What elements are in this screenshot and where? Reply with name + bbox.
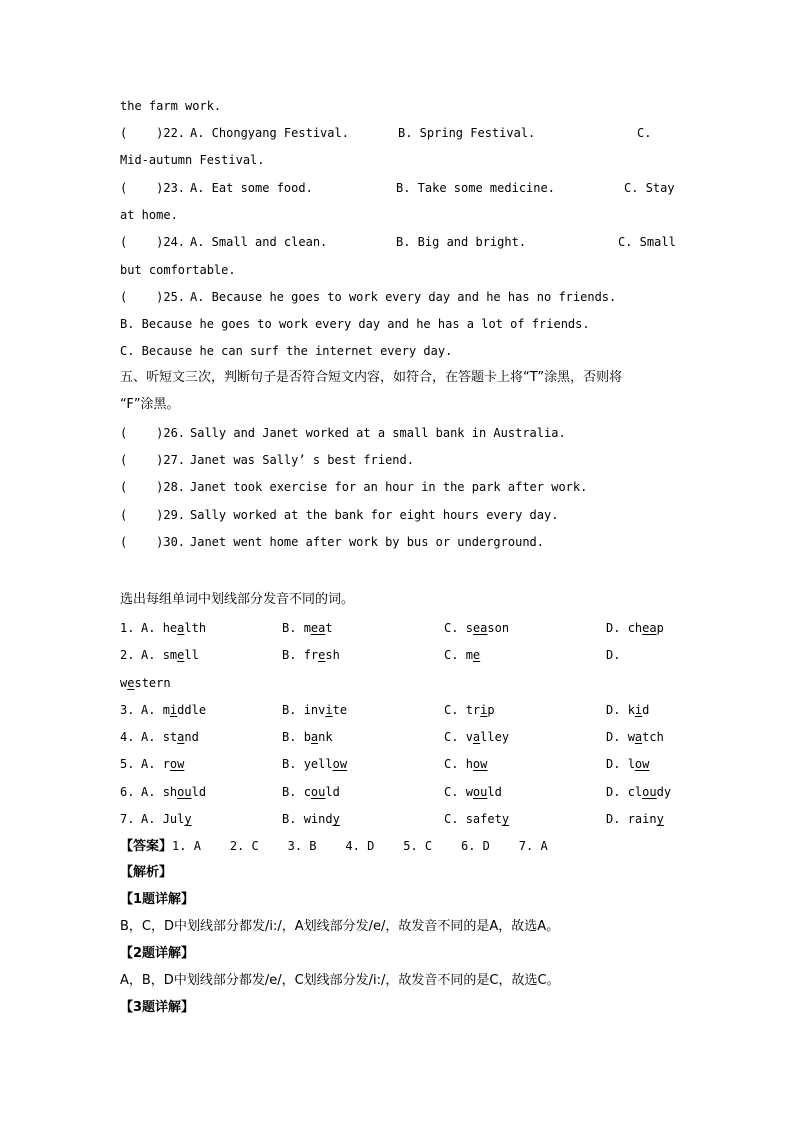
option-d — [606, 647, 620, 663]
underlined-letters: e — [472, 648, 481, 662]
option-b — [282, 784, 340, 800]
row-number: 2. — [120, 648, 135, 662]
statement: Sally worked at the bank for eight hours every day. — [190, 508, 559, 522]
word-prefix: yell — [303, 757, 333, 771]
option-letter: D. — [606, 812, 628, 826]
option-c — [444, 729, 509, 745]
word-prefix: m — [162, 703, 170, 717]
option-a — [141, 729, 199, 745]
underlined-letters: ea — [310, 621, 326, 635]
underlined-letters: i — [325, 703, 333, 717]
underlined-letters: y — [501, 812, 510, 826]
row-number: 3. — [120, 703, 135, 717]
option-c — [444, 811, 509, 827]
word-suffix: lth — [184, 621, 207, 635]
word-prefix: w — [465, 785, 473, 799]
option-letter: B. — [282, 703, 304, 717]
underlined-letters: ow — [332, 757, 348, 771]
word-prefix: b — [303, 730, 311, 744]
option-c-continued: Mid-autumn Festival. — [120, 153, 265, 167]
word-suffix: te — [332, 703, 348, 717]
answer-line — [120, 838, 548, 855]
option-letter: D. — [606, 703, 628, 717]
option-letter: C. — [444, 785, 466, 799]
option-c-continued: at home. — [120, 208, 178, 222]
option-b: B. Big and bright. — [396, 235, 527, 249]
underlined-letters: e — [318, 648, 326, 662]
word-prefix: rain — [627, 812, 657, 826]
word-suffix: ld — [487, 785, 502, 799]
word-prefix: v — [465, 730, 473, 744]
option-d — [606, 702, 649, 718]
option-c: C. Stay — [624, 181, 675, 195]
word-suffix: ddle — [177, 703, 207, 717]
option-letter: B. — [282, 648, 304, 662]
option-b — [282, 756, 347, 772]
option-c — [444, 702, 495, 718]
question-number: ( )29. — [120, 508, 186, 522]
analysis-label: 【解析】 — [120, 865, 173, 880]
row-number: 1. — [120, 621, 135, 635]
detail-label-3: 【3题详解】 — [120, 1000, 195, 1015]
word-suffix: p — [656, 621, 664, 635]
option-letter: B. — [282, 785, 304, 799]
option-letter: A. — [141, 785, 163, 799]
underlined-letters: i — [634, 703, 643, 717]
question-number: ( )22. — [120, 126, 186, 140]
option-b — [282, 620, 333, 636]
section-instruction-continued: “F”涂黑。 — [120, 397, 180, 412]
option-letter: A. — [141, 812, 163, 826]
option-a: A. Because he goes to work every day and he has no friends. — [190, 290, 617, 304]
word-suffix: son — [487, 621, 510, 635]
statement: Janet went home after work by bus or underground. — [190, 535, 545, 549]
underlined-letters: i — [169, 703, 178, 717]
word-suffix: nd — [184, 730, 199, 744]
word-prefix: ch — [627, 621, 643, 635]
question-number: ( )26. — [120, 426, 186, 440]
word-prefix: m — [303, 621, 311, 635]
option-d — [606, 620, 664, 636]
option-letter: D. — [606, 648, 621, 662]
underlined-letters: a — [310, 730, 319, 744]
option-letter: D. — [606, 757, 628, 771]
option-b — [282, 811, 340, 827]
word-suffix: tch — [642, 730, 664, 744]
option-c — [444, 756, 487, 772]
option-b: B. Because he goes to work every day and he has a lot of friends. — [120, 317, 590, 331]
question-number: ( )24. — [120, 235, 186, 249]
word-prefix: m — [465, 648, 473, 662]
underlined-letters: ou — [177, 785, 192, 799]
word-prefix: r — [162, 757, 170, 771]
option-a — [141, 647, 199, 663]
option-a — [141, 702, 206, 718]
option-letter: B. — [282, 757, 304, 771]
word-suffix: ld — [191, 785, 207, 799]
underlined-letters: y — [184, 812, 192, 826]
option-letter: C. — [444, 757, 466, 771]
underlined-letters: ou — [472, 785, 488, 799]
section-instruction: 五、听短文三次，判断句子是否符合短文内容，如符合，在答题卡上将“T”涂黑，否则将 — [120, 370, 623, 385]
question-number: ( )27. — [120, 453, 186, 467]
detail-label-1: 【1题详解】 — [120, 892, 195, 907]
option-letter: B. — [282, 812, 304, 826]
word-suffix: p — [487, 703, 495, 717]
word-suffix: sh — [325, 648, 340, 662]
word-prefix: safet — [465, 812, 502, 826]
detail-text-2: A，B，D中划线部分都发/e/，C划线部分发/i:/，故发音不同的是C，故选C。 — [120, 973, 560, 988]
option-b — [282, 729, 333, 745]
word-suffix: t — [325, 621, 333, 635]
underlined-letters: a — [472, 730, 481, 744]
word-prefix: sh — [162, 785, 178, 799]
row-number: 5. — [120, 757, 135, 771]
underlined-letters: a — [177, 621, 185, 635]
word-prefix: tr — [465, 703, 481, 717]
question-number: ( )28. — [120, 480, 186, 494]
statement: Janet took exercise for an hour in the park after work. — [190, 480, 588, 494]
word-prefix: w — [627, 730, 635, 744]
underlined-letters: a — [634, 730, 643, 744]
statement: Sally and Janet worked at a small bank in Australia. — [190, 426, 566, 440]
option-d — [606, 729, 664, 745]
option-letter: C. — [444, 648, 466, 662]
option-c — [444, 647, 480, 663]
option-letter: A. — [141, 648, 163, 662]
underlined-letters: ow — [634, 757, 650, 771]
option-letter: D. — [606, 730, 628, 744]
question-number: ( )25. — [120, 290, 186, 304]
word-suffix: ld — [325, 785, 340, 799]
option-letter: A. — [141, 730, 163, 744]
word-prefix: st — [162, 730, 178, 744]
word-prefix: Jul — [162, 812, 185, 826]
option-letter: B. — [282, 730, 304, 744]
word-suffix: stern — [134, 676, 171, 690]
statement: Janet was Sally’ s best friend. — [190, 453, 414, 467]
underlined-letters: y — [656, 812, 664, 826]
option-a — [141, 784, 206, 800]
underlined-letters: ou — [642, 785, 657, 799]
option-c — [444, 620, 509, 636]
word-prefix: cl — [627, 785, 643, 799]
underlined-letters: ow — [169, 757, 185, 771]
text-line: the farm work. — [120, 99, 222, 113]
underlined-letters: ow — [472, 757, 488, 771]
option-d — [606, 811, 664, 827]
answer-text: 1. A 2. C 3. B 4. D 5. C 6. D 7. A — [172, 839, 548, 853]
option-letter: C. — [444, 703, 466, 717]
option-letter: B. — [282, 621, 304, 635]
row-number: 4. — [120, 730, 135, 744]
word-prefix: k — [627, 703, 635, 717]
option-a: A. Eat some food. — [190, 181, 313, 195]
option-letter: C. — [444, 621, 466, 635]
option-c: C. Because he can surf the internet every day. — [120, 344, 453, 358]
option-letter: C. — [444, 812, 466, 826]
row-number: 6. — [120, 785, 135, 799]
question-number: ( )23. — [120, 181, 186, 195]
word-prefix: fr — [303, 648, 319, 662]
option-letter: A. — [141, 703, 163, 717]
word-prefix: wind — [303, 812, 333, 826]
option-letter: D. — [606, 785, 628, 799]
word-suffix: dy — [656, 785, 672, 799]
underlined-letters: e — [127, 676, 135, 690]
row-number: 7. — [120, 812, 135, 826]
word-prefix: c — [303, 785, 311, 799]
detail-text-1: B，C，D中划线部分都发/i:/，A划线部分发/e/，故发音不同的是A，故选A。 — [120, 919, 560, 934]
word-prefix: inv — [303, 703, 326, 717]
underlined-letters: ou — [310, 785, 326, 799]
option-d-continued — [120, 675, 171, 691]
option-a: A. Chongyang Festival. — [190, 126, 349, 140]
question-number: ( )30. — [120, 535, 186, 549]
underlined-letters: a — [177, 730, 185, 744]
word-suffix: d — [642, 703, 650, 717]
underlined-letters: e — [177, 648, 185, 662]
option-b: B. Spring Festival. — [398, 126, 536, 140]
option-c: C. Small — [618, 235, 676, 249]
option-letter: C. — [444, 730, 466, 744]
underlined-letters: i — [480, 703, 488, 717]
word-prefix: he — [162, 621, 178, 635]
option-c-continued: but comfortable. — [120, 263, 236, 277]
underlined-letters: ea — [642, 621, 657, 635]
option-a — [141, 756, 184, 772]
option-b — [282, 702, 347, 718]
option-letter: A. — [141, 757, 163, 771]
underlined-letters: y — [332, 812, 340, 826]
detail-label-2: 【2题详解】 — [120, 946, 195, 961]
option-c: C. — [637, 126, 652, 140]
word-prefix: s — [465, 621, 473, 635]
underlined-letters: ea — [472, 621, 488, 635]
option-a — [141, 811, 192, 827]
word-prefix: l — [627, 757, 635, 771]
word-prefix: h — [465, 757, 473, 771]
word-suffix: lley — [480, 730, 510, 744]
option-a — [141, 620, 206, 636]
option-b: B. Take some medicine. — [396, 181, 555, 195]
word-prefix: sm — [162, 648, 178, 662]
word-suffix: ll — [184, 648, 199, 662]
answer-label: 【答案】 — [120, 839, 173, 854]
option-c — [444, 784, 502, 800]
option-a: A. Small and clean. — [190, 235, 328, 249]
option-b — [282, 647, 340, 663]
phonics-instruction: 选出每组单词中划线部分发音不同的词。 — [120, 592, 355, 607]
word-prefix: w — [120, 676, 128, 690]
word-suffix: nk — [318, 730, 333, 744]
option-letter: A. — [141, 621, 163, 635]
option-d — [606, 756, 649, 772]
option-letter: D. — [606, 621, 628, 635]
option-d — [606, 784, 671, 800]
